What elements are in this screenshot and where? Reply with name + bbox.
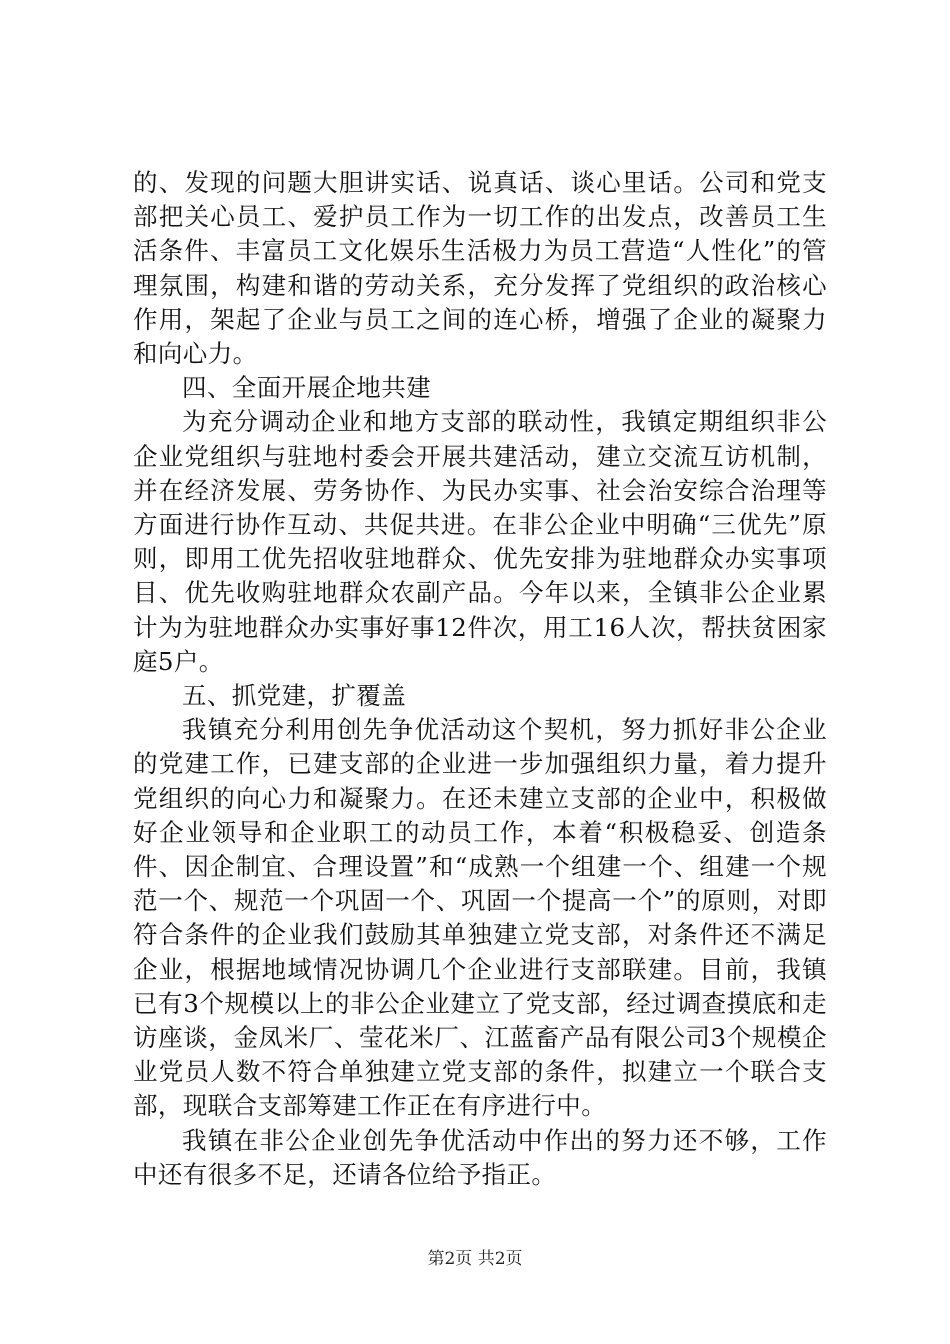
paragraph-continuation: 的、发现的问题大胆讲实话、说真话、谈心里话。公司和党支部把关心员工、爱护员工作为一切工作的出发点，改善员工生活条件、丰富员工文化娱乐生活极力为员工营造“人性化”的管理氛围，构建和谐的劳动关系，充分发挥了党组织的政治核心作用，架起了企业与员工之间的连心桥，增强了企业的凝聚力和向心力。 — [133, 168, 827, 369]
section-heading-5: 五、抓党建，扩覆盖 — [182, 681, 407, 711]
paragraph-party-building: 我镇充分利用创先争优活动这个契机，努力抓好非公企业的党建工作，已建支部的企业进一步加强组织力量，着力提升党组织的向心力和凝聚力。在还未建立支部的企业中，积极做好企业领导和企业职工的动员工作，本着“积极稳妥、创造条件、因企制宜、合理设置”和“成熟一个组建一个、组建一个规范一个、规范一个巩固一个、巩固一个提高一个”的原则，对即符合条件的企业我们鼓励其单独建立党支部，对条件还不满足企业，根据地域情况协调几个企业进行支部联建。目前，我镇已有3个规模以上的非公企业建立了党支部，经过调查摸底和走访座谈，金凤米厂、莹花米厂、江蓝畜产品有限公司3个规模企业党员人数不符合单独建立党支部的条件，拟建立一个联合支部，现联合支部筹建工作正在有序进行中。 — [133, 715, 827, 1121]
page-number-footer: 第2页 共2页 — [427, 1249, 523, 1269]
paragraph-co-construction: 为充分调动企业和地方支部的联动性，我镇定期组织非公企业党组织与驻地村委会开展共建活动，建立交流互访机制，并在经济发展、劳务协作、为民办实事、社会治安综合治理等方面进行协作互动、共促共进。在非公企业中明确“三优先”原则，即用工优先招收驻地群众、优先安排为驻地群众办实事项目、优先收购驻地群众农副产品。今年以来，全镇非公企业累计为为驻地群众办实事好事12件次，用工16人次，帮扶贫困家庭5户。 — [133, 407, 827, 676]
document-body — [133, 166, 827, 1192]
paragraph-closing: 我镇在非公企业创先争优活动中作出的努力还不够，工作中还有很多不足，还请各位给予指正。 — [133, 1125, 827, 1189]
section-heading-4: 四、全面开展企地共建 — [182, 373, 431, 403]
